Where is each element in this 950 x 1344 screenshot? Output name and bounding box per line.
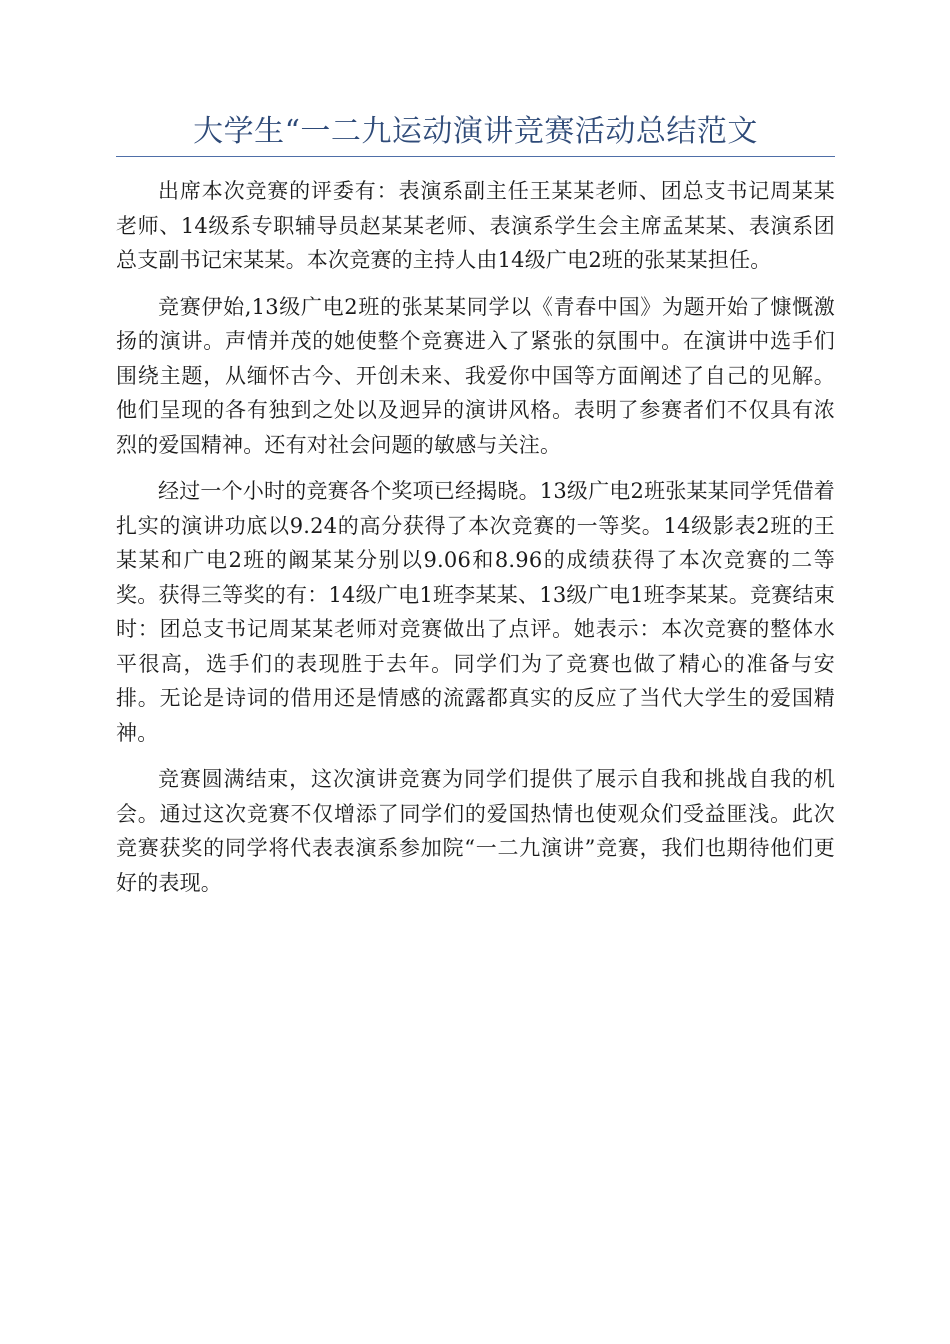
paragraph-awards: 经过一个小时的竞赛各个奖项已经揭晓。13级广电2班张某某同学凭借着扎实的演讲功底以9.24的高分获得了本次竞赛的一等奖。14级影表2班的王某某和广电2班的阚某某分别以9.06和8.96的成绩获得了本次竞赛的二等奖。获得三等奖的有：14级广电1班李某某、13级广电1班李某某。竞赛结束时：团总支书记周某某老师对竞赛做出了点评。她表示：本次竞赛的整体水平很高，选手们的表现胜于去年。同学们为了竞赛也做了精心的准备与安排。无论是诗词的借用还是情感的流露都真实的反应了当代大学生的爱国精神。 <box>116 479 835 745</box>
document-title: 大学生“一二九运动演讲竞赛活动总结范文 <box>193 114 758 149</box>
paragraph-conclusion: 竞赛圆满结束，这次演讲竞赛为同学们提供了展示自我和挑战自我的机会。通过这次竞赛不仅增添了同学们的爱国热情也使观众们受益匪浅。此次竞赛获奖的同学将代表表演系参加院“一二九演讲”竞赛，我们也期待他们更好的表现。 <box>116 767 835 895</box>
title-block <box>116 110 835 157</box>
paragraph-judges: 出席本次竞赛的评委有：表演系副主任王某某老师、团总支书记周某某老师、14级系专职辅导员赵某某老师、表演系学生会主席孟某某、表演系团总支副书记宋某某。本次竞赛的主持人由14级广电2班的张某某担任。 <box>116 179 835 272</box>
paragraph-opening: 竞赛伊始,13级广电2班的张某某同学以《青春中国》为题开始了慷慨激扬的演讲。声情并茂的她使整个竞赛进入了紧张的氛围中。在演讲中选手们围绕主题，从缅怀古今、开创未来、我爱你中国等方面阐述了自己的见解。他们呈现的各有独到之处以及迥异的演讲风格。表明了参赛者们不仅具有浓烈的爱国精神。还有对社会问题的敏感与关注。 <box>116 294 835 457</box>
document-body <box>116 174 835 912</box>
